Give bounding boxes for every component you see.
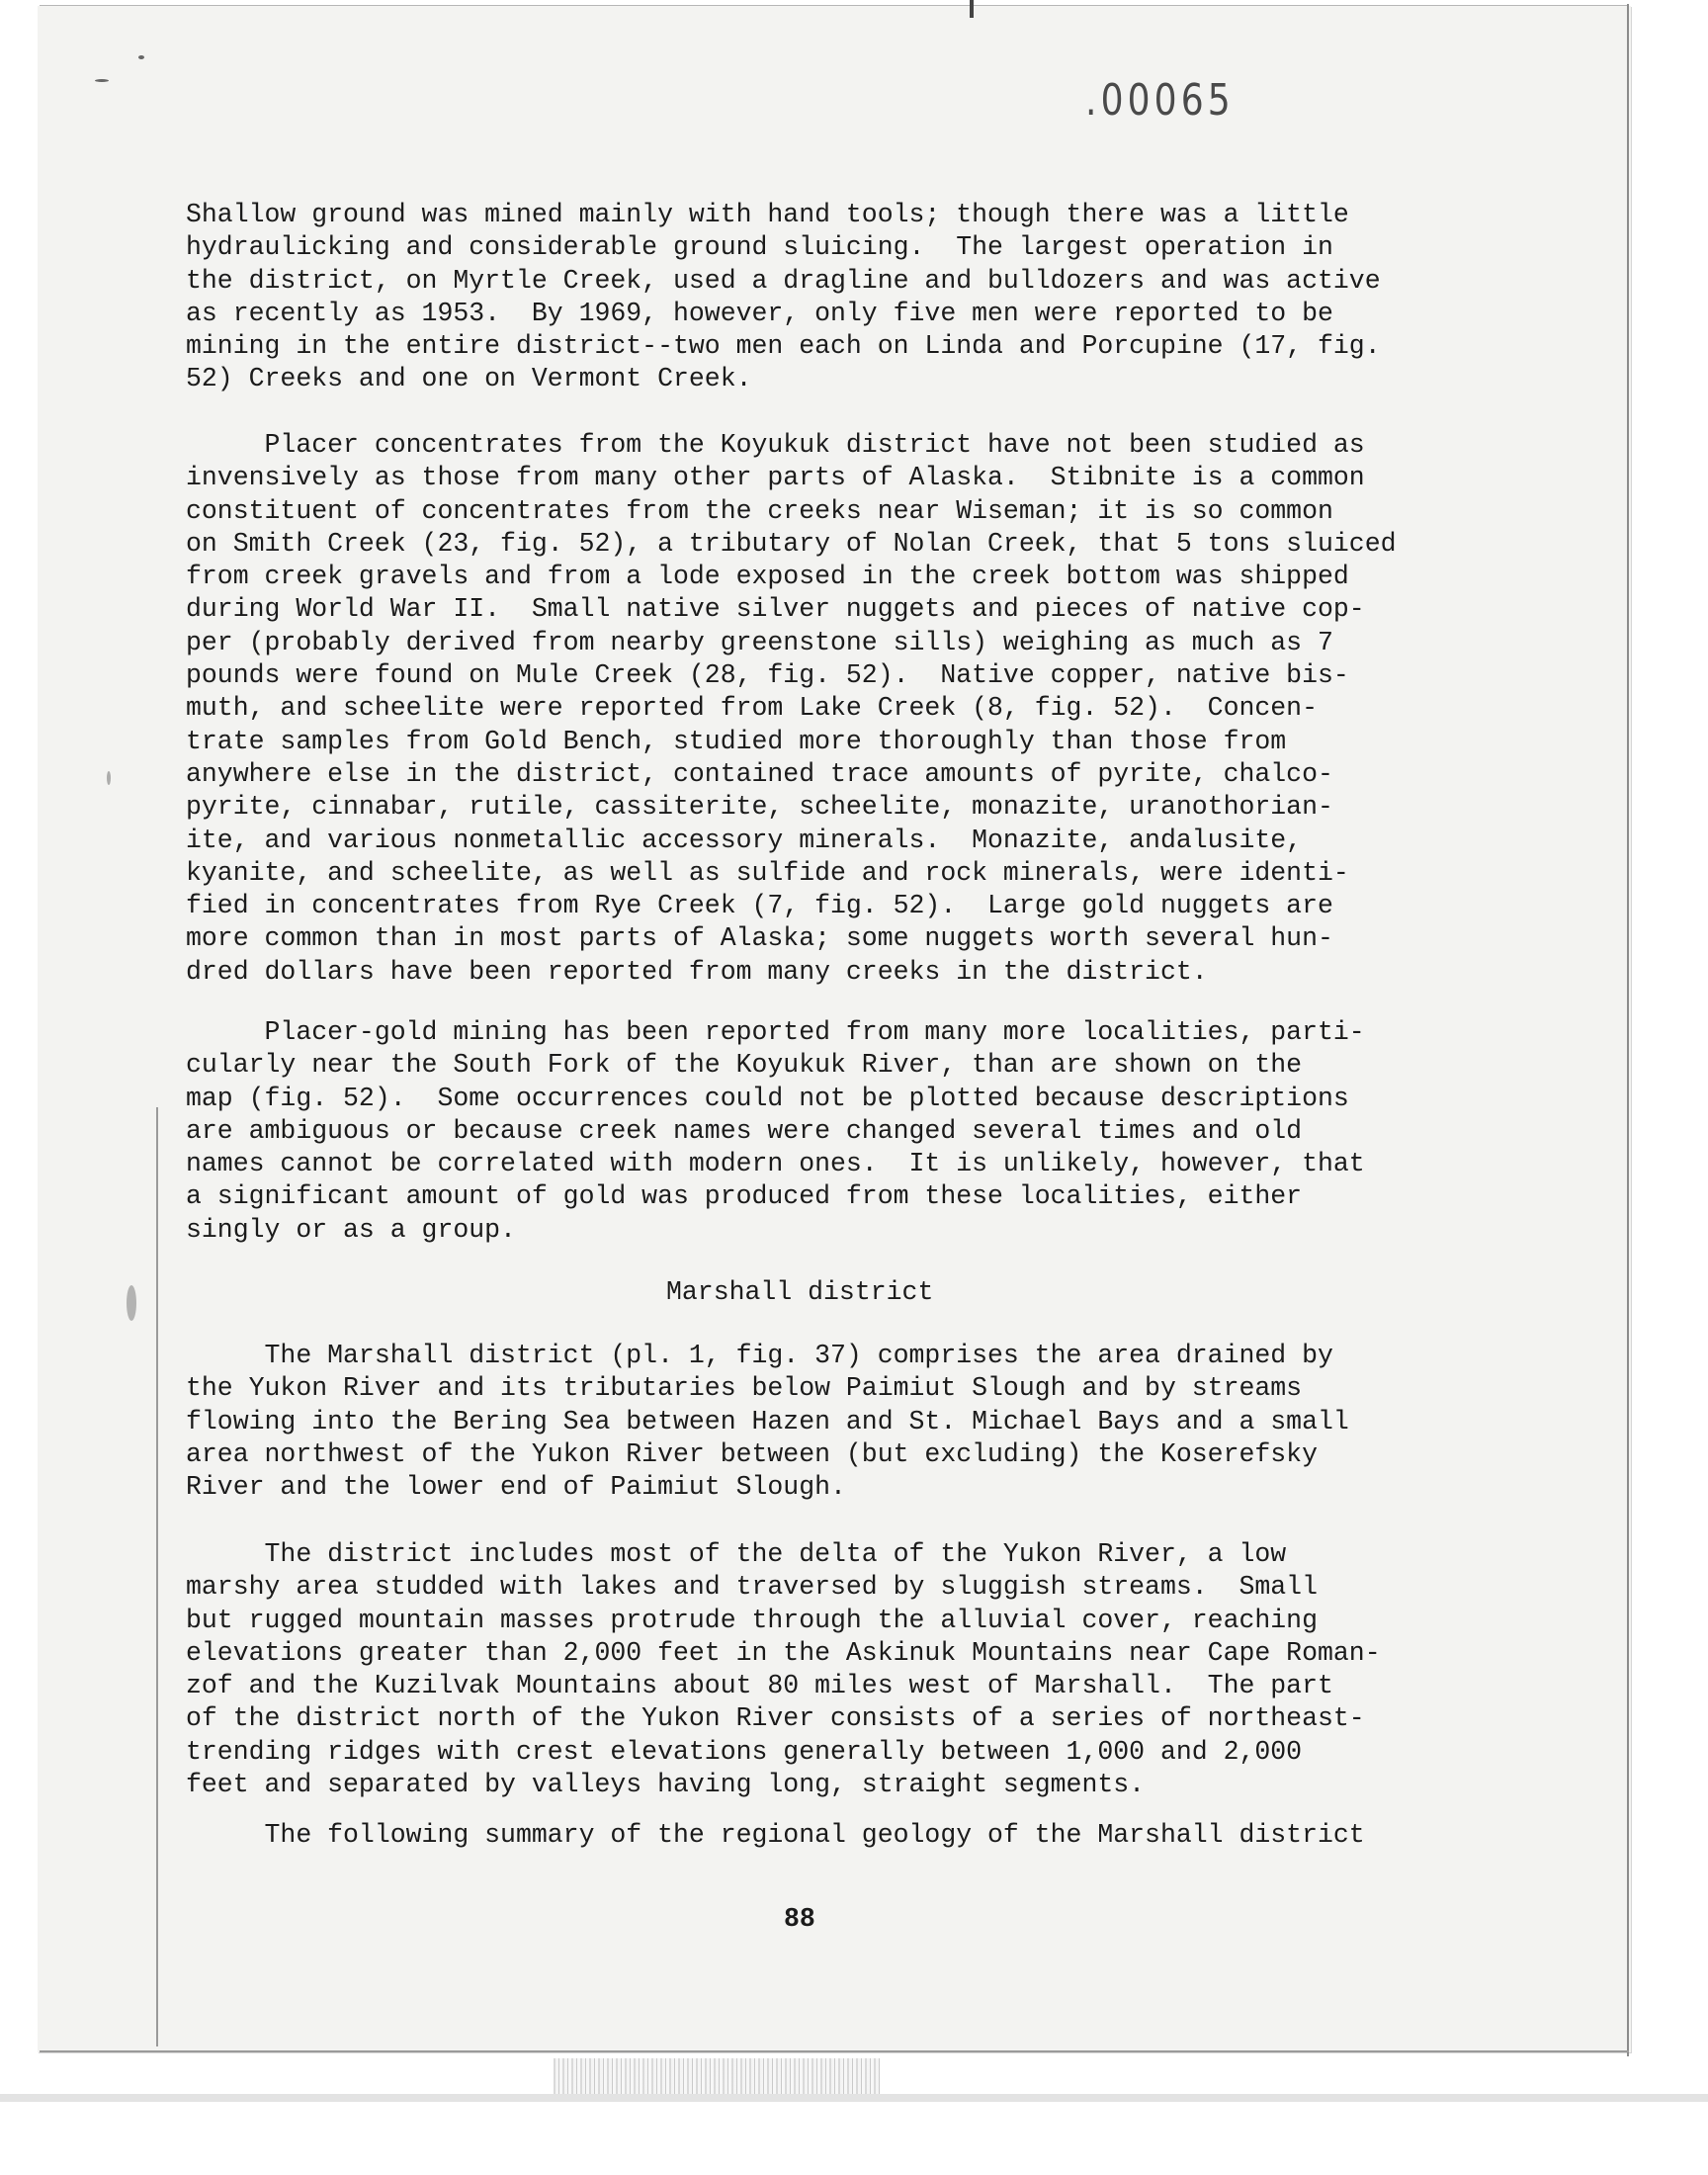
body-paragraph: The district includes most of the delta of the Yukon River, a low marshy area studded with lakes and traversed by sluggish streams. Small but rugged mountain masses protrude through the alluvial cover, reaching elevations greater than 2,000 feet in the Askinuk Mountains near Cape Roman- zof and the Kuzilvak Mountains about 80 miles west of Marshall. The part of the district north of the Yukon River consists of a series of northeast- trending ridges with crest elevations generally between 1,000 and 2,000 feet and separated by valleys having long, straight segments.	[186, 1539, 1381, 1800]
scan-speck	[107, 771, 111, 785]
body-paragraph: Placer-gold mining has been reported from many more localities, parti- cularly near the South Fork of the Koyukuk River, than are shown on the map (fig. 52). Some occurrences could not be plotted because descriptions are ambiguous or because creek names were changed several times and old names cannot be correlated with modern ones. It is unlikely, however, that a significant amount of gold was produced from these localities, either singly or as a group.	[186, 1017, 1365, 1245]
section-heading: Marshall district	[666, 1277, 934, 1307]
page-bottom-edge	[40, 2050, 1629, 2052]
scan-bottom-edge	[0, 2094, 1708, 2102]
scan-top-mark	[970, 0, 974, 18]
page-left-margin-line	[156, 1107, 158, 2046]
scan-speck	[138, 55, 144, 59]
page-number: 88	[784, 1904, 815, 1934]
scan-artifact-bar	[554, 2058, 880, 2094]
page-right-edge	[1627, 4, 1629, 2056]
scan-speck	[95, 79, 109, 82]
page-top-edge	[40, 5, 1629, 6]
scan-speck	[127, 1285, 136, 1321]
body-paragraph: Placer concentrates from the Koyukuk district have not been studied as invensively as those from many other parts of Alaska. Stibnite is a common constituent of concentrates from the creeks near Wiseman; it is so common on Smith Creek (23, fig. 52), a tributary of Nolan Creek, that 5 tons sluiced from creek gravels and from a lode exposed in the creek bottom was shipped during World War II. Small native silver nuggets and pieces of native cop- per (probably derived from nearby greenstone sills) weighing as much as 7 pounds were found on Mule Creek (28, fig. 52). Native copper, native bis- muth, and scheelite were reported from Lake Creek (8, fig. 52). Concen- trate samples from Gold Bench, studied more thoroughly than those from anywhere else in the district, contained trace amounts of pyrite, chalco- pyrite, cinnabar, rutile, cassiterite, scheelite, monazite, uranothorian- ite, and various nonmetallic accessory minerals. Monazite, andalusite, kyanite, and scheelite, as well as sulfide and rock minerals, were identi- fied in concentrates from Rye Creek (7, fig. 52). Large gold nuggets are more common than in most parts of Alaska; some nuggets worth several hun- dred dollars have been reported from many creeks in the district.	[186, 430, 1397, 987]
body-paragraph: The following summary of the regional geology of the Marshall district	[186, 1820, 1365, 1850]
body-paragraph: Shallow ground was mined mainly with hand tools; though there was a little hydraulicking and considerable ground sluicing. The largest operation in the district, on Myrtle Creek, used a dragline and bulldozers and was active as recently as 1953. By 1969, however, only five men were reported to be mining in the entire district--two men each on Linda and Porcupine (17, fig. 52) Creeks and one on Vermont Creek.	[186, 200, 1381, 394]
body-paragraph: The Marshall district (pl. 1, fig. 37) comprises the area drained by the Yukon River and its tributaries below Paimiut Slough and by streams flowing into the Bering Sea between Hazen and St. Michael Bays and a small area northwest of the Yukon River between (but excluding) the Koserefsky River and the lower end of Paimiut Slough.	[186, 1341, 1349, 1503]
document-stamp-number: .00065	[1085, 75, 1235, 126]
